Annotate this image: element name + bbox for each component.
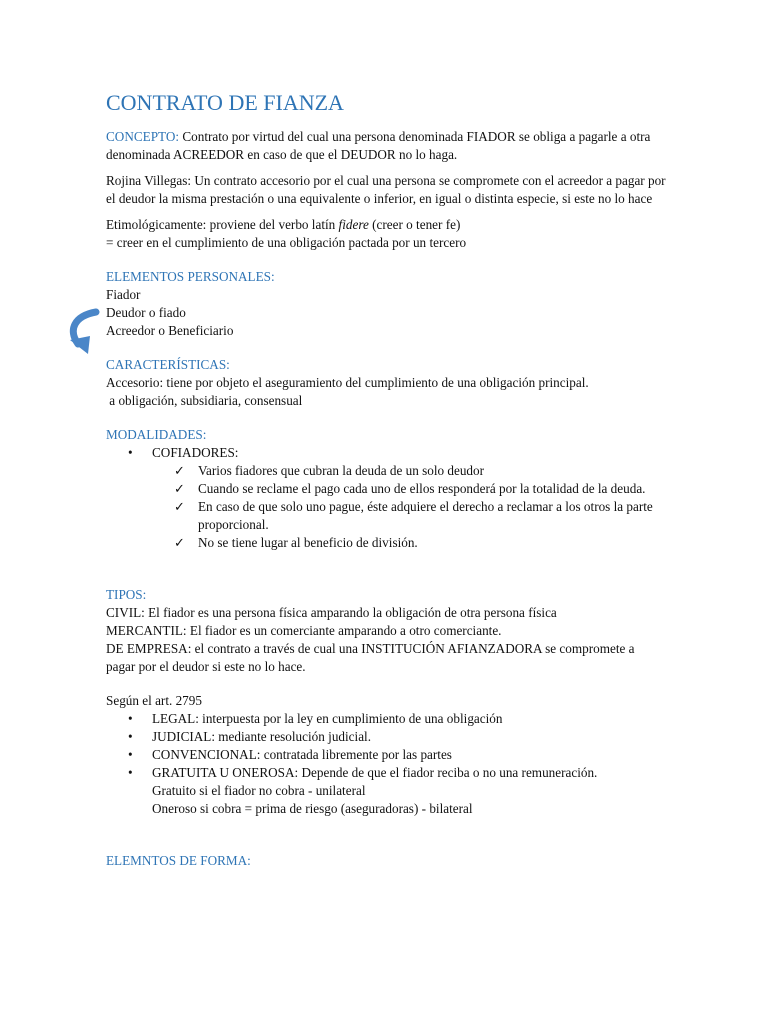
list-item: • JUDICIAL: mediante resolución judicial.: [106, 728, 666, 746]
caracteristicas-line1: Accesorio: tiene por objeto el aseguramiento del cumplimiento de una obligación principal.: [106, 375, 589, 390]
etimologia-before: Etimológicamente: proviene del verbo latín: [106, 217, 339, 232]
curved-arrow-icon: [66, 308, 100, 356]
etimologia-line2: = creer en el cumplimiento de una obligación pactada por un tercero: [106, 235, 467, 250]
list-item: ✓ Varios fiadores que cubran la deuda de un solo deudor: [174, 463, 485, 478]
checkmark-icon: ✓: [174, 481, 186, 496]
checkmark-icon: ✓: [174, 463, 186, 478]
caracteristicas-heading: CARACTERÍSTICAS:: [106, 357, 230, 372]
elemento-item: Deudor o fiado: [106, 305, 186, 320]
etimologia-word: fidere: [338, 217, 369, 232]
etimologia-paragraph: [106, 216, 666, 234]
modalidades-heading: MODALIDADES:: [106, 427, 207, 442]
tipo-mercantil: MERCANTIL: El fiador es un comerciante amparando a otro comerciante.: [106, 623, 502, 638]
elemento-item: Acreedor o Beneficiario: [106, 323, 234, 338]
document-body: [106, 88, 666, 870]
caracteristicas-line2: a obligación, subsidiaria, consensual: [106, 393, 303, 408]
list-item: ✓ En caso de que solo uno pague, éste adquiere el derecho a reclamar a los otros la parte proporcional.: [174, 499, 653, 532]
cofiadores-checklist: [106, 462, 666, 552]
tipos-heading: TIPOS:: [106, 587, 147, 602]
tipo-civil: CIVIL: El fiador es una persona física amparando la obligación de otra persona física: [106, 605, 557, 620]
list-item: • CONVENCIONAL: contratada libremente por las partes: [106, 746, 666, 764]
tipo-empresa: DE EMPRESA: el contrato a través de cual una INSTITUCIÓN AFIANZADORA se compromete a pagar por el deudor si este no lo hace.: [106, 641, 635, 674]
concepto-paragraph: [106, 128, 666, 164]
etimologia-after: (creer o tener fe): [368, 217, 461, 232]
forma-heading: ELEMNTOS DE FORMA:: [106, 853, 251, 868]
elemento-item: Fiador: [106, 287, 141, 302]
list-item: • COFIADORES:: [106, 444, 666, 462]
list-item: ✓ Cuando se reclame el pago cada uno de ellos responderá por la totalidad de la deuda.: [174, 481, 646, 496]
concepto-text: Contrato por virtud del cual una persona denominada FIADOR se obliga a pagarle a otra denominada ACREEDOR en caso de que el DEUDOR no lo haga.: [106, 129, 651, 162]
list-item: ✓ No se tiene lugar al beneficio de división.: [174, 535, 418, 550]
list-item: • LEGAL: interpuesta por la ley en cumplimiento de una obligación: [106, 710, 666, 728]
segun-intro: Según el art. 2795: [106, 693, 202, 708]
page-title: CONTRATO DE FIANZA: [106, 90, 344, 115]
oneroso-line: Oneroso si cobra = prima de riesgo (aseguradoras) - bilateral: [152, 801, 473, 816]
list-item: • GRATUITA U ONEROSA: Depende de que el fiador reciba o no una remuneración. Gratuito si el fiador no cobra - unilateral Oneroso si cobra = prima de riesgo (aseguradoras) - bilateral: [106, 764, 666, 818]
checkmark-icon: ✓: [174, 499, 186, 514]
gratuito-line: Gratuito si el fiador no cobra - unilateral: [152, 783, 366, 798]
elementos-heading: ELEMENTOS PERSONALES:: [106, 269, 275, 284]
concepto-label: CONCEPTO:: [106, 129, 180, 144]
checkmark-icon: ✓: [174, 535, 186, 550]
segun-list: [106, 710, 666, 818]
rojina-paragraph: Rojina Villegas: Un contrato accesorio por el cual una persona se compromete con el acreedor a pagar por el deudor la misma prestación o una equivalente o inferior, en igual o distinta especie, si este no lo hace: [106, 173, 666, 206]
modalidades-list: [106, 444, 666, 462]
